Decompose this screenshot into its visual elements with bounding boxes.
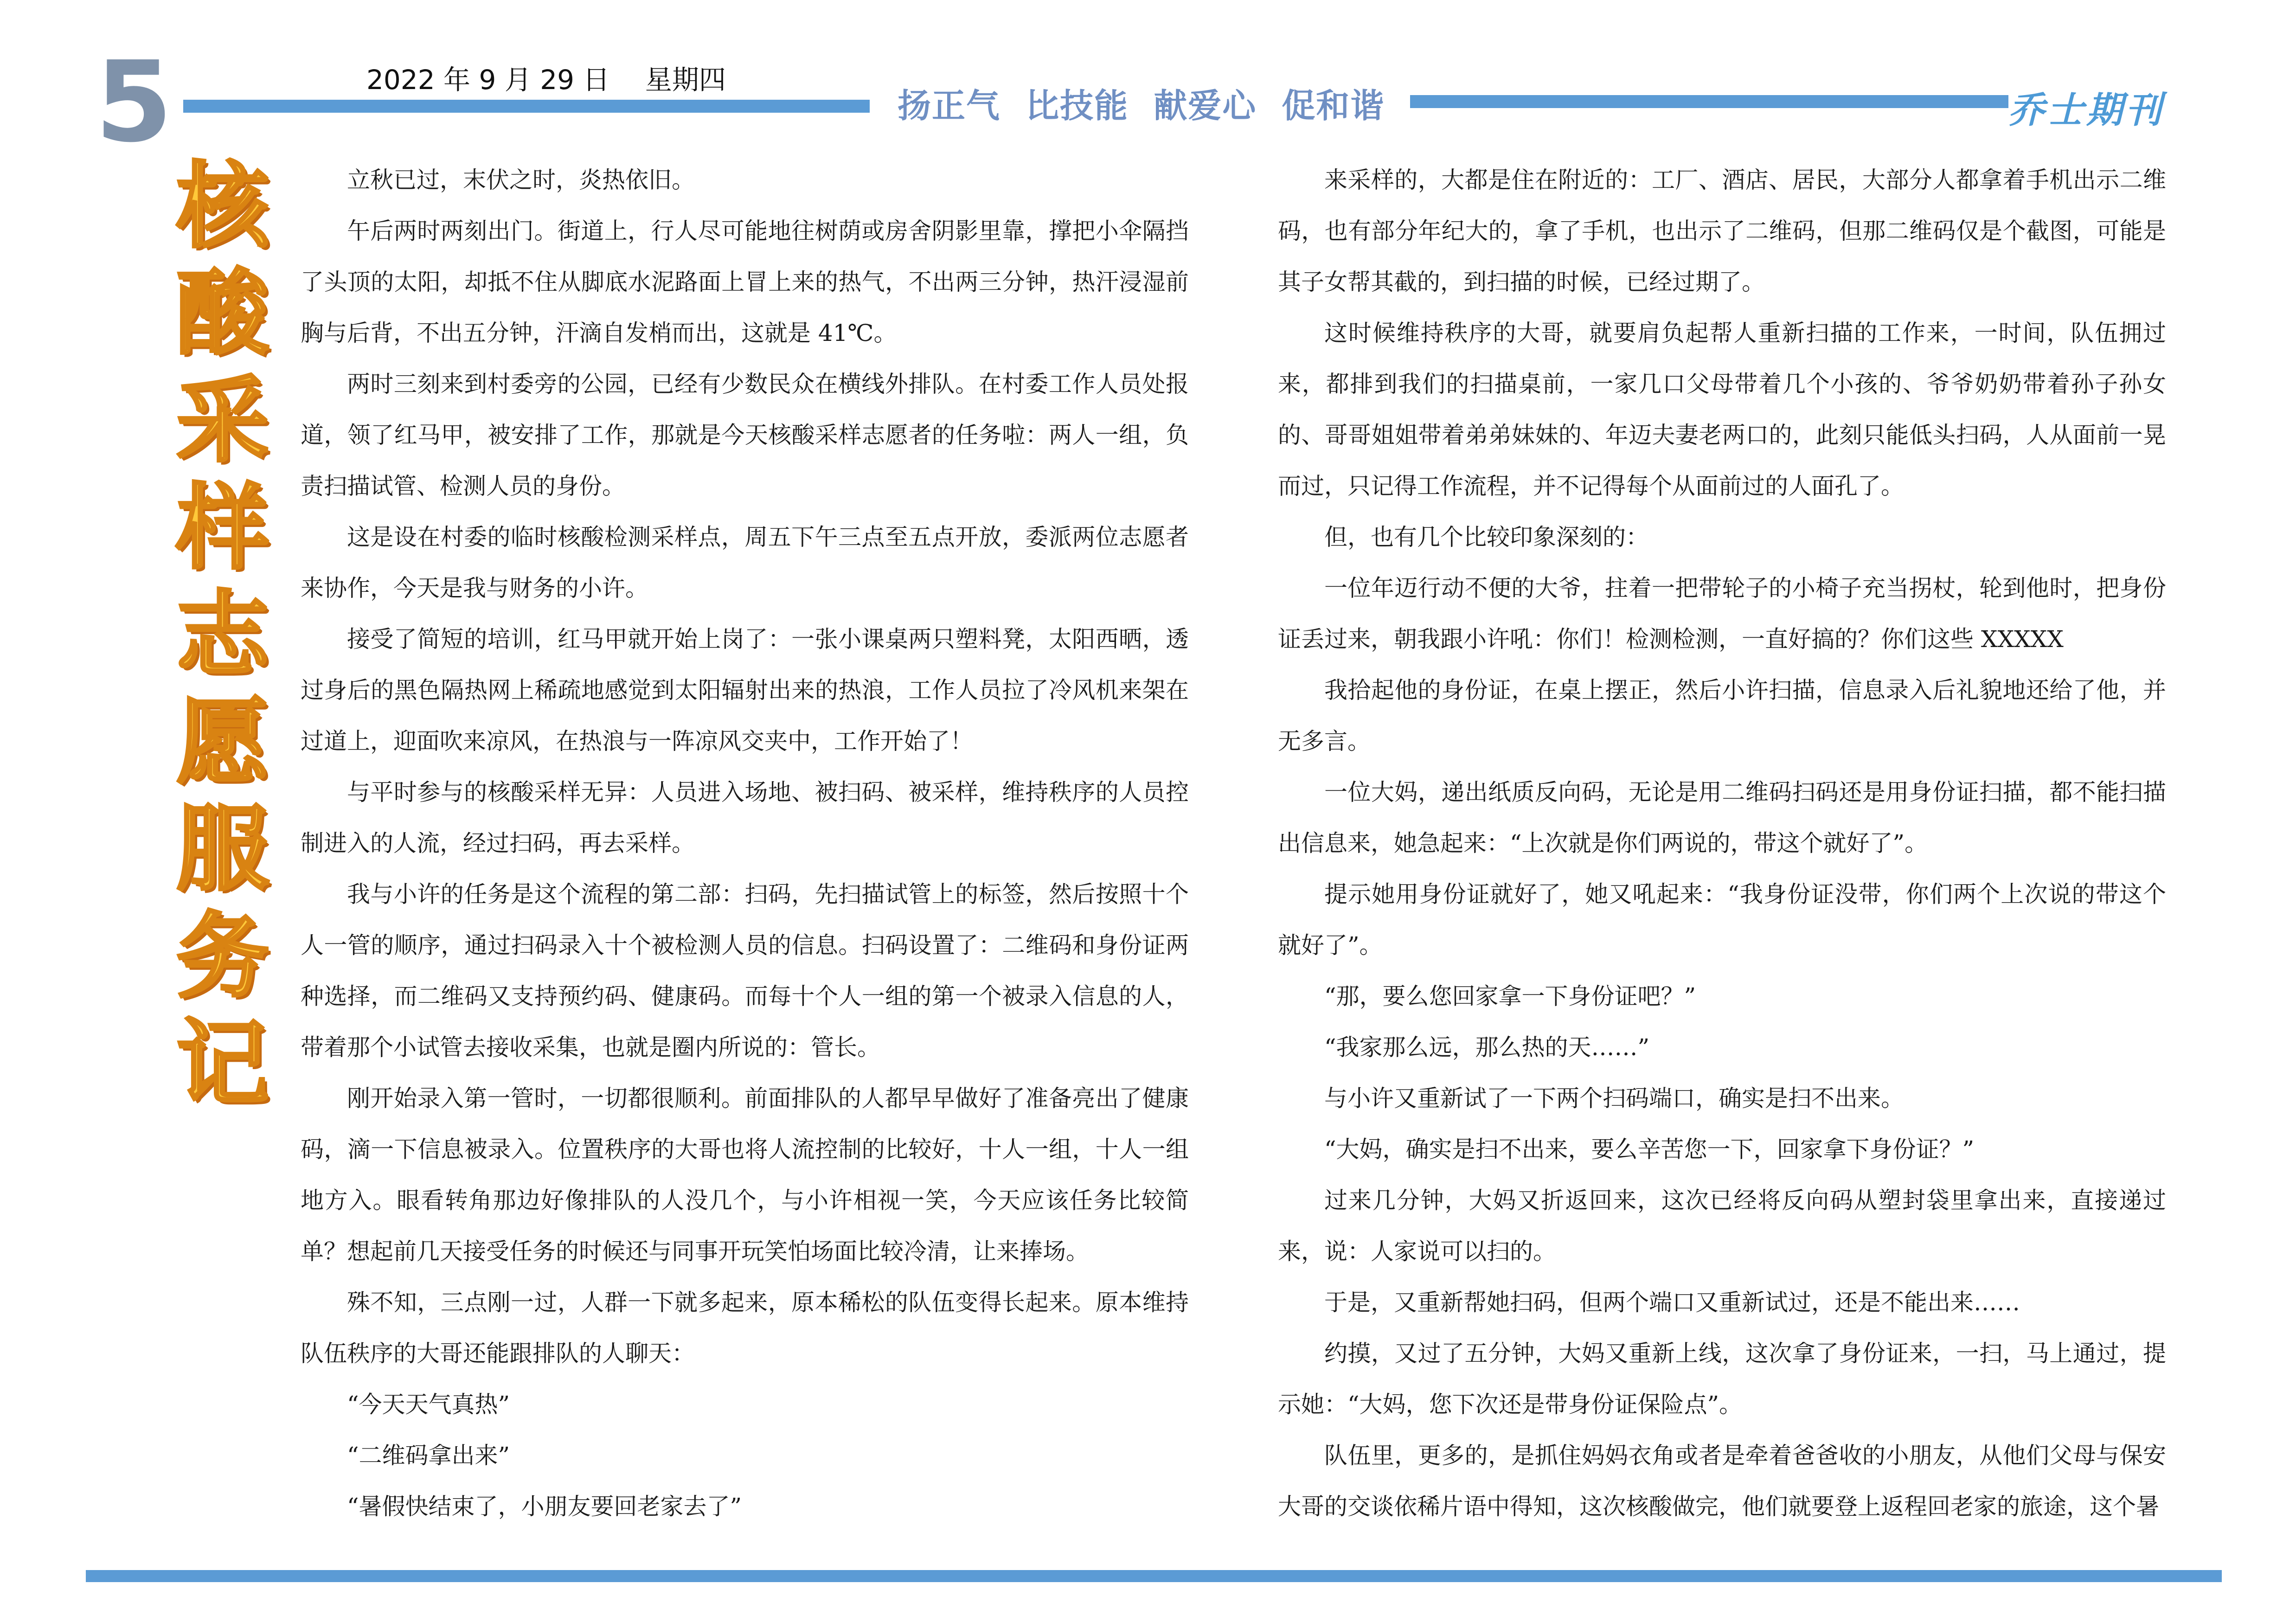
- footer-rule: [86, 1570, 2222, 1582]
- paragraph: 刚开始录入第一管时，一切都很顺利。前面排队的人都早早做好了准备亮出了健康码，滴一下信息被录入。位置秩序的大哥也将人流控制的比较好，十人一组，十人一组地方入。眼看转角那边好像排队的人没几个，与小许相视一笑，今天应该任务比较简单？想起前几天接受任务的时候还与同事开玩笑怕场面比较冷清，让来捧场。: [301, 1085, 1189, 1265]
- paragraph: 我与小许的任务是这个流程的第二部：扫码，先扫描试管上的标签，然后按照十个人一管的顺序，通过扫码录入十个被检测人员的信息。扫码设置了：二维码和身份证两种选择，而二维码又支持预约码、健康码。而每十个人一组的第一个被录入信息的人，带着那个小试管去接收采集，也就是圈内所说的：管长。: [301, 881, 1189, 1061]
- paragraph: 午后两时两刻出门。街道上，行人尽可能地往树荫或房舍阴影里靠，撑把小伞隔挡了头顶的太阳，却抵不住从脚底水泥路面上冒上来的热气，不出两三分钟，热汗浸湿前胸与后背，不出五分钟，汗滴自发梢而出，这就是 41℃。: [301, 218, 1189, 346]
- paragraph: 殊不知，三点刚一过，人群一下就多起来，原本稀松的队伍变得长起来。原本维持队伍秩序的大哥还能跟排队的人聊天：: [301, 1289, 1189, 1367]
- paragraph: 立秋已过，末伏之时，炎热依旧。: [347, 167, 695, 193]
- header-rule-left: [183, 100, 870, 113]
- paragraph: “大妈，确实是扫不出来，要么辛苦您一下，回家拿下身份证？”: [1324, 1136, 1975, 1163]
- paragraph: 一位年迈行动不便的大爷，拄着一把带轮子的小椅子充当拐杖，轮到他时，把身份证丢过来，朝我跟小许吼：你们！检测检测，一直好搞的？你们这些 XXXXX: [1278, 575, 2166, 653]
- article-title: 核酸采样志愿服务记: [176, 153, 269, 1118]
- paragraph: 接受了简短的培训，红马甲就开始上岗了：一张小课桌两只塑料凳，太阳西晒，透过身后的黑色隔热网上稀疏地感觉到太阳辐射出来的热浪，工作人员拉了冷风机来架在过道上，迎面吹来凉风，在热浪与一阵凉风交夹中，工作开始了！: [301, 626, 1189, 755]
- paragraph: 两时三刻来到村委旁的公园，已经有少数民众在横线外排队。在村委工作人员处报道，领了红马甲，被安排了工作，那就是今天核酸采样志愿者的任务啦：两人一组，负责扫描试管、检测人员的身份。: [301, 371, 1189, 500]
- article-column-left: [301, 154, 1189, 1532]
- journal-logo: 乔士期刊: [2008, 89, 2165, 131]
- paragraph: 与小许又重新试了一下两个扫码端口，确实是扫不出来。: [1324, 1085, 1904, 1112]
- paragraph: “我家那么远，那么热的天……”: [1324, 1034, 1650, 1061]
- paragraph: “今天天气真热”: [347, 1391, 510, 1418]
- paragraph: 与平时参与的核酸采样无异：人员进入场地、被扫码、被采样，维持秩序的人员控制进入的人流，经过扫码，再去采样。: [301, 779, 1189, 857]
- issue-date: 2022 年 9 月 29 日 星期四: [366, 64, 726, 96]
- paragraph: 队伍里，更多的，是抓住妈妈衣角或者是牵着爸爸收的小朋友，从他们父母与保安大哥的交谈依稀片语中得知，这次核酸做完，他们就要登上返程回老家的旅途，这个暑: [1278, 1442, 2166, 1520]
- paragraph: 约摸，又过了五分钟，大妈又重新上线，这次拿了身份证来，一扫，马上通过，提示她：“大妈，您下次还是带身份证保险点”。: [1278, 1340, 2166, 1418]
- paragraph: 于是，又重新帮她扫码，但两个端口又重新试过，还是不能出来……: [1324, 1289, 2020, 1316]
- page-number: 5: [95, 37, 173, 167]
- paragraph: “二维码拿出来”: [347, 1442, 510, 1469]
- paragraph: 一位大妈，递出纸质反向码，无论是用二维码扫码还是用身份证扫描，都不能扫描出信息来，她急起来：“上次就是你们两说的，带这个就好了”。: [1278, 779, 2166, 857]
- paragraph: 我拾起他的身份证，在桌上摆正，然后小许扫描，信息录入后礼貌地还给了他，并无多言。: [1278, 677, 2166, 755]
- article-column-right: [1278, 154, 2166, 1532]
- slogan: 扬正气 比技能 献爱心 促和谐: [898, 86, 1385, 125]
- paragraph: 提示她用身份证就好了，她又吼起来：“我身份证没带，你们两个上次说的带这个就好了”。: [1278, 881, 2166, 959]
- paragraph: 这时候维持秩序的大哥，就要肩负起帮人重新扫描的工作来，一时间，队伍拥过来，都排到我们的扫描桌前，一家几口父母带着几个小孩的、爷爷奶奶带着孙子孙女的、哥哥姐姐带着弟弟妹妹的、年迈夫妻老两口的，此刻只能低头扫码，人从面前一晃而过，只记得工作流程，并不记得每个从面前过的人面孔了。: [1278, 320, 2166, 500]
- paragraph: “那，要么您回家拿一下身份证吧？”: [1324, 983, 1696, 1010]
- paragraph: 来采样的，大都是住在附近的：工厂、酒店、居民，大部分人都拿着手机出示二维码，也有部分年纪大的，拿了手机，也出示了二维码，但那二维码仅是个截图，可能是其子女帮其截的，到扫描的时候，已经过期了。: [1278, 167, 2166, 295]
- paragraph: 过来几分钟，大妈又折返回来，这次已经将反向码从塑封袋里拿出来，直接递过来，说：人家说可以扫的。: [1278, 1187, 2166, 1265]
- paragraph: “暑假快结束了，小朋友要回老家去了”: [347, 1493, 742, 1520]
- paragraph: 这是设在村委的临时核酸检测采样点，周五下午三点至五点开放，委派两位志愿者来协作，今天是我与财务的小许。: [301, 524, 1189, 602]
- paragraph: 但，也有几个比较印象深刻的：: [1324, 524, 1649, 551]
- header-rule-right: [1410, 95, 2008, 108]
